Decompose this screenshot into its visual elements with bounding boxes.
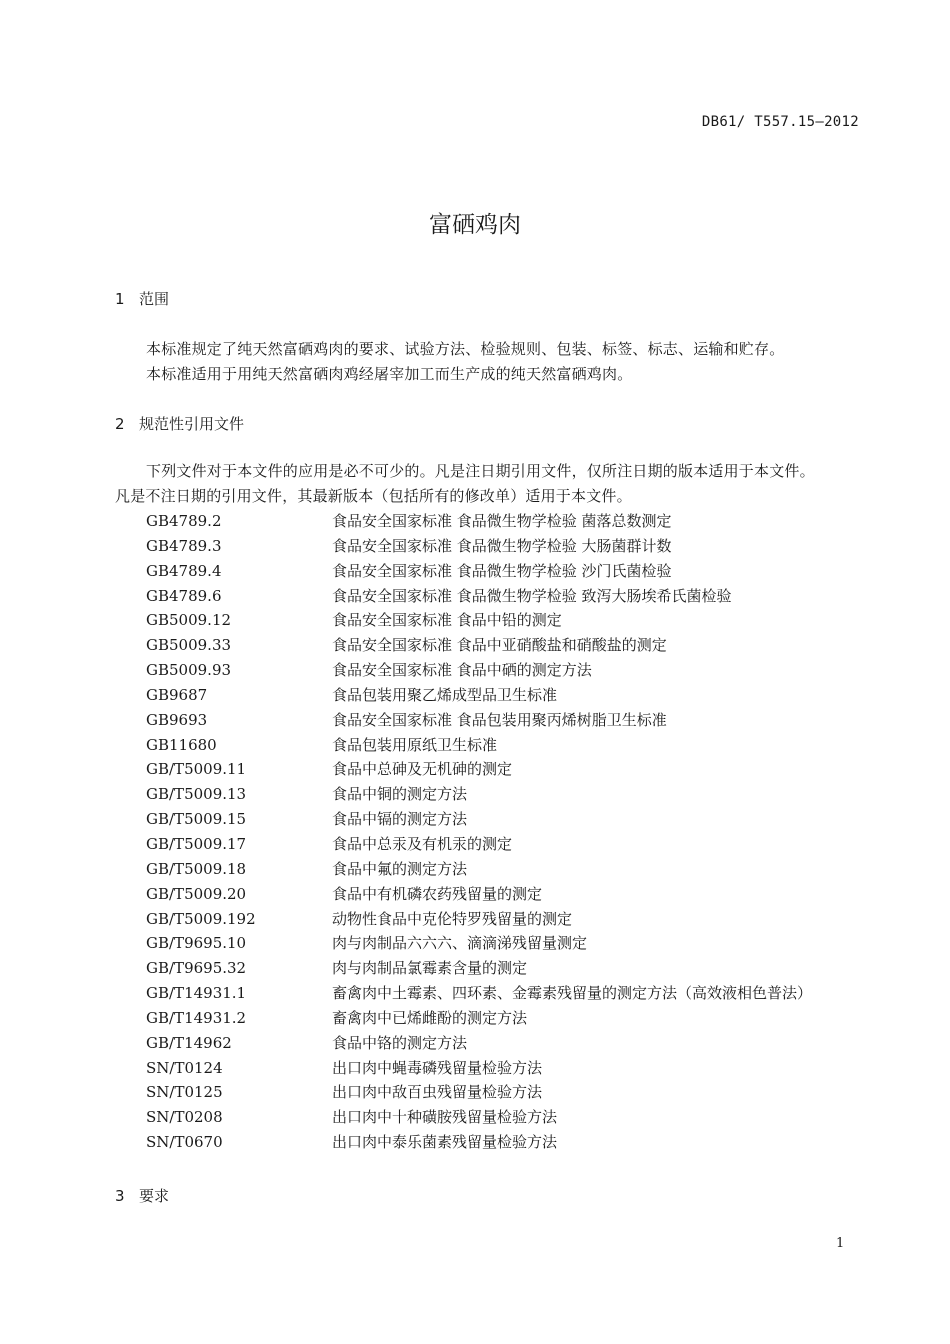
reference-title: 食品安全国家标准 食品中亚硝酸盐和硝酸盐的测定	[332, 636, 667, 655]
reference-item	[146, 658, 812, 683]
reference-code: GB4789.4	[146, 561, 222, 580]
reference-item	[146, 1105, 812, 1130]
reference-code: GB5009.12	[146, 611, 232, 630]
section-title: 范围	[139, 290, 170, 308]
reference-code: GB/T5009.18	[146, 859, 247, 878]
reference-list	[146, 509, 812, 1155]
reference-item	[146, 956, 812, 981]
reference-code: GB/T14962	[146, 1033, 232, 1052]
reference-item	[146, 633, 812, 658]
reference-code: GB/T14931.2	[146, 1008, 247, 1027]
reference-item	[146, 733, 812, 758]
reference-code: GB4789.6	[146, 586, 222, 605]
reference-code: GB/T5009.192	[146, 909, 256, 928]
reference-item	[146, 559, 812, 584]
reference-code: GB/T5009.17	[146, 834, 247, 853]
reference-title: 食品安全国家标准 食品微生物学检验 致泻大肠埃希氏菌检验	[332, 586, 732, 605]
reference-code: GB4789.2	[146, 512, 222, 530]
reference-code: GB5009.33	[146, 636, 232, 655]
section-number: 1	[115, 290, 125, 308]
reference-item	[146, 708, 812, 733]
section-number: 3	[115, 1187, 125, 1205]
reference-code: GB4789.3	[146, 536, 222, 555]
document-code: DB61/ T557.15—2012	[701, 114, 859, 130]
reference-item	[146, 757, 812, 782]
reference-item	[146, 1080, 812, 1105]
reference-item	[146, 1006, 812, 1031]
reference-title: 食品安全国家标准 食品包装用聚丙烯树脂卫生标准	[332, 710, 667, 729]
reference-title: 食品安全国家标准 食品中铅的测定	[332, 611, 562, 630]
reference-item	[146, 857, 812, 882]
reference-code: GB/T5009.11	[146, 760, 247, 779]
reference-title: 食品安全国家标准 食品微生物学检验 大肠菌群计数	[332, 536, 672, 555]
reference-title: 出口肉中十种磺胺残留量检验方法	[332, 1108, 558, 1127]
page-number: 1	[836, 1236, 845, 1251]
reference-title: 食品中氟的测定方法	[332, 859, 468, 878]
reference-title: 食品中总砷及无机砷的测定	[332, 760, 513, 779]
reference-title: 食品中镉的测定方法	[332, 810, 468, 829]
reference-item	[146, 1130, 812, 1155]
reference-title: 食品安全国家标准 食品微生物学检验 菌落总数测定	[332, 512, 672, 530]
reference-title: 畜禽肉中已烯雌酚的测定方法	[332, 1008, 528, 1027]
reference-item	[146, 832, 812, 857]
normative-intro-line-2: 凡是不注日期的引用文件，其最新版本（包括所有的修改单）适用于本文件。	[115, 487, 632, 505]
reference-code: GB/T14931.1	[146, 984, 247, 1003]
reference-code: SN/T0124	[146, 1058, 223, 1077]
scope-paragraph-2: 本标准适用于用纯天然富硒肉鸡经屠宰加工而生产成的纯天然富硒鸡肉。	[146, 365, 633, 383]
reference-code: GB/T5009.15	[146, 810, 247, 829]
reference-item	[146, 534, 812, 559]
reference-item	[146, 782, 812, 807]
reference-code: GB9693	[146, 710, 208, 729]
reference-title: 食品中总汞及有机汞的测定	[332, 834, 513, 853]
scope-paragraph-1: 本标准规定了纯天然富硒鸡肉的要求、试验方法、检验规则、包装、标签、标志、运输和贮存。	[146, 340, 785, 358]
reference-item	[146, 584, 812, 609]
section-heading-scope	[115, 288, 169, 309]
reference-title: 肉与肉制品氯霉素含量的测定	[332, 959, 528, 978]
reference-code: GB9687	[146, 685, 208, 704]
section-heading-requirements	[115, 1185, 169, 1206]
reference-code: GB/T9695.10	[146, 934, 247, 953]
reference-item	[146, 931, 812, 956]
reference-code: SN/T0125	[146, 1083, 223, 1102]
reference-item	[146, 907, 812, 932]
reference-item	[146, 608, 812, 633]
reference-item	[146, 683, 812, 708]
reference-item	[146, 1031, 812, 1056]
section-title: 要求	[139, 1187, 170, 1205]
reference-code: SN/T0208	[146, 1108, 223, 1127]
reference-title: 食品中有机磷农药残留量的测定	[332, 884, 543, 903]
reference-title: 动物性食品中克伦特罗残留量的测定	[332, 909, 573, 928]
reference-title: 出口肉中敌百虫残留量检验方法	[332, 1083, 543, 1102]
reference-title: 食品包装用聚乙烯成型品卫生标准	[332, 685, 558, 704]
reference-code: SN/T0670	[146, 1133, 223, 1152]
document-title: 富硒鸡肉	[429, 212, 521, 238]
reference-item	[146, 1056, 812, 1081]
reference-title: 畜禽肉中土霉素、四环素、金霉素残留量的测定方法（高效液相色普法）	[332, 984, 813, 1003]
reference-code: GB/T5009.20	[146, 884, 247, 903]
section-title: 规范性引用文件	[139, 415, 245, 433]
section-number: 2	[115, 415, 125, 433]
reference-title: 出口肉中蝇毒磷残留量检验方法	[332, 1058, 543, 1077]
reference-code: GB11680	[146, 735, 217, 754]
reference-title: 食品安全国家标准 食品中硒的测定方法	[332, 661, 592, 680]
reference-item	[146, 509, 812, 534]
reference-item	[146, 807, 812, 832]
reference-code: GB5009.93	[146, 661, 232, 680]
reference-item	[146, 882, 812, 907]
section-heading-normative-references	[115, 413, 244, 434]
reference-title: 食品包装用原纸卫生标准	[332, 735, 498, 754]
reference-item	[146, 981, 812, 1006]
reference-title: 肉与肉制品六六六、滴滴涕残留量测定	[332, 934, 588, 953]
normative-intro-line-1: 下列文件对于本文件的应用是必不可少的。凡是注日期引用文件，仅所注日期的版本适用于本文件。	[146, 462, 815, 480]
reference-code: GB/T5009.13	[146, 785, 247, 804]
reference-code: GB/T9695.32	[146, 959, 247, 978]
reference-title: 食品安全国家标准 食品微生物学检验 沙门氏菌检验	[332, 561, 672, 580]
reference-title: 食品中铬的测定方法	[332, 1033, 468, 1052]
reference-title: 出口肉中泰乐菌素残留量检验方法	[332, 1133, 558, 1152]
reference-title: 食品中铜的测定方法	[332, 785, 468, 804]
